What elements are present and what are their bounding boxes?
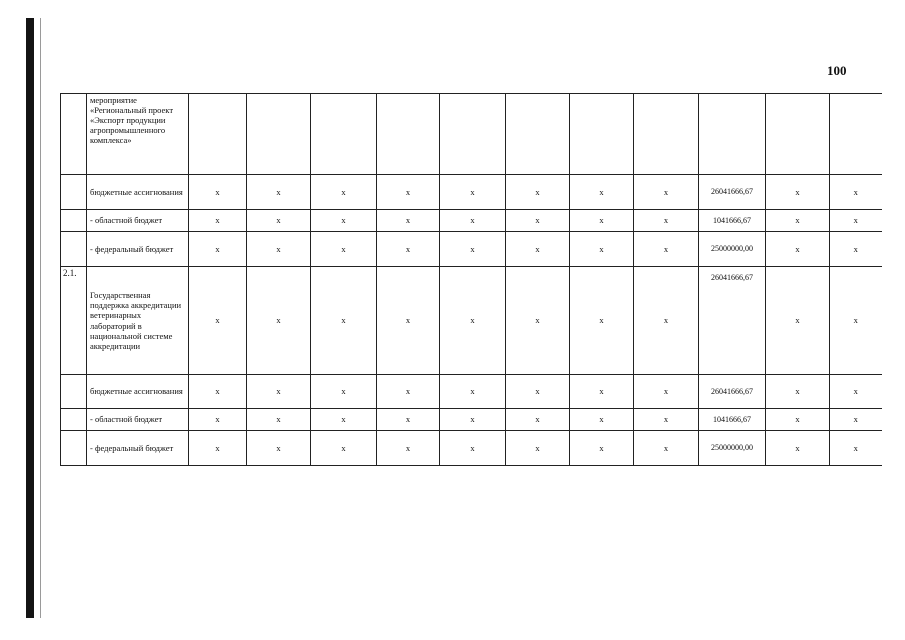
value-cell: x [247,409,311,431]
value-cell: x [440,267,506,375]
value-cell [830,94,882,175]
value-cell: x [311,175,377,210]
value-cell: x [506,431,570,466]
row-number-cell [61,232,87,267]
value-cell: x [247,375,311,409]
value-cell: x [311,375,377,409]
value-cell: x [506,267,570,375]
value-cell: x [766,409,830,431]
value-cell: x [506,232,570,267]
row-number-cell [61,375,87,409]
amount-cell: 1041666,67 [699,210,766,232]
amount-cell [699,94,766,175]
amount-cell: 1041666,67 [699,409,766,431]
value-cell [189,94,247,175]
value-cell: x [766,175,830,210]
value-cell [247,94,311,175]
amount-cell: 25000000,00 [699,431,766,466]
row-number-cell [61,94,87,175]
value-cell: x [506,175,570,210]
value-cell: x [634,409,699,431]
value-cell: x [377,210,440,232]
row-name-cell: - областной бюджет [87,409,189,431]
table-row [61,232,882,267]
value-cell: x [377,232,440,267]
value-cell [311,94,377,175]
value-cell: x [377,409,440,431]
value-cell: x [189,232,247,267]
value-cell: x [830,267,882,375]
value-cell: x [634,175,699,210]
value-cell: x [766,210,830,232]
value-cell: x [634,232,699,267]
row-name-cell: - федеральный бюджет [87,431,189,466]
value-cell: x [766,232,830,267]
value-cell: x [830,431,882,466]
row-name-cell: бюджетные ассигнования [87,375,189,409]
value-cell: x [440,409,506,431]
row-name-cell: - областной бюджет [87,210,189,232]
row-number-cell [61,175,87,210]
value-cell: x [506,375,570,409]
value-cell: x [377,267,440,375]
value-cell: x [311,232,377,267]
value-cell: x [311,409,377,431]
value-cell: x [377,175,440,210]
value-cell: x [570,267,634,375]
table-row [61,375,882,409]
value-cell: x [247,232,311,267]
value-cell: x [830,232,882,267]
value-cell: x [570,431,634,466]
row-name-cell: мероприятие «Региональный проект «Экспорт продукции агропромышленного комплекса» [87,94,189,175]
value-cell: x [766,431,830,466]
value-cell: x [247,175,311,210]
value-cell: x [570,375,634,409]
value-cell: x [830,175,882,210]
value-cell: x [440,232,506,267]
value-cell: x [440,210,506,232]
value-cell: x [506,409,570,431]
value-cell: x [247,267,311,375]
budget-table [60,93,882,466]
binding-edge-line [40,18,41,618]
value-cell: x [570,232,634,267]
amount-cell: 25000000,00 [699,232,766,267]
value-cell: x [440,375,506,409]
row-number-cell [61,210,87,232]
page-number: 100 [827,63,847,78]
value-cell: x [570,210,634,232]
table-row [61,409,882,431]
value-cell: x [311,431,377,466]
row-number-cell: 2.1. [61,267,87,375]
value-cell: x [830,375,882,409]
row-number-cell [61,431,87,466]
table-row [61,431,882,466]
value-cell: x [189,175,247,210]
value-cell: x [634,431,699,466]
value-cell: x [634,210,699,232]
value-cell: x [247,210,311,232]
amount-cell: 26041666,67 [699,375,766,409]
value-cell: x [311,267,377,375]
amount-cell: 26041666,67 [699,267,766,375]
value-cell: x [440,175,506,210]
table-row [61,210,882,232]
value-cell: x [570,175,634,210]
value-cell [377,94,440,175]
value-cell: x [189,210,247,232]
value-cell: x [189,409,247,431]
value-cell: x [377,431,440,466]
value-cell: x [189,375,247,409]
table-row [61,175,882,210]
value-cell: x [189,431,247,466]
value-cell: x [440,431,506,466]
row-name-cell: бюджетные ассигнования [87,175,189,210]
value-cell: x [830,409,882,431]
table-row [61,267,882,375]
value-cell: x [766,375,830,409]
binding-bar [26,18,34,618]
value-cell [570,94,634,175]
value-cell [440,94,506,175]
value-cell: x [830,210,882,232]
value-cell [506,94,570,175]
value-cell: x [766,267,830,375]
value-cell: x [377,375,440,409]
amount-cell: 26041666,67 [699,175,766,210]
value-cell: x [634,267,699,375]
value-cell: x [634,375,699,409]
value-cell [634,94,699,175]
table-row [61,94,882,175]
row-number-cell [61,409,87,431]
value-cell: x [311,210,377,232]
value-cell: x [247,431,311,466]
value-cell: x [506,210,570,232]
value-cell: x [570,409,634,431]
value-cell [766,94,830,175]
value-cell: x [189,267,247,375]
row-name-cell: - федеральный бюджет [87,232,189,267]
row-name-cell: Государственная поддержка аккредитации ветеринарных лабораторий в национальной системе аккредитации [87,267,189,375]
